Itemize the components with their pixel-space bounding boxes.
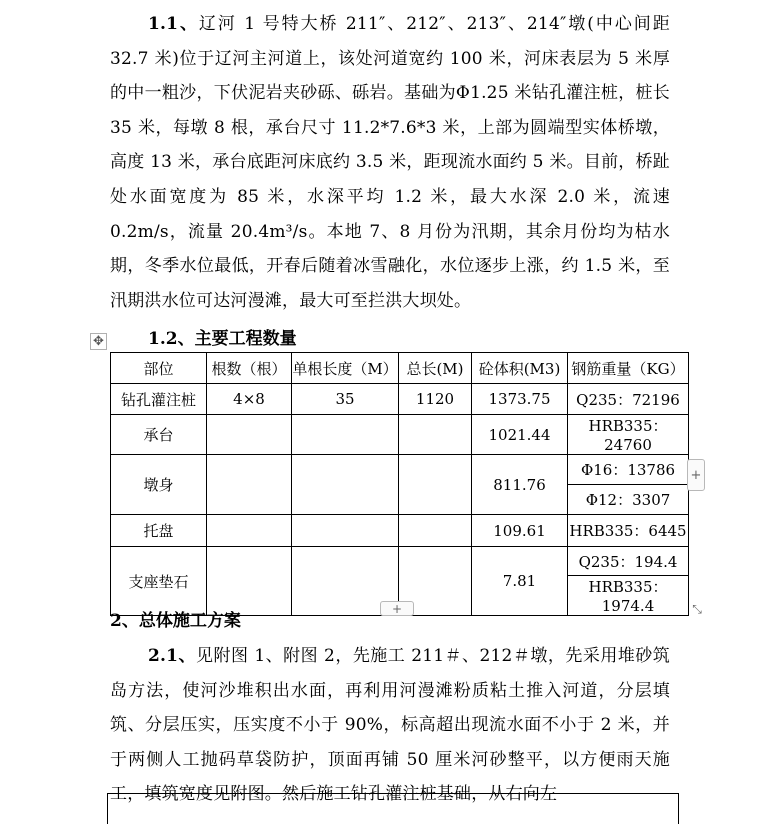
table-cell — [399, 415, 472, 455]
table-row — [111, 415, 689, 455]
table-cell: 7.81 — [472, 547, 568, 616]
table-cell: HRB335：24760 — [568, 415, 689, 455]
header-cell: 部位 — [111, 353, 207, 384]
header-cell: 砼体积(M3) — [472, 353, 568, 384]
table-cell: 1021.44 — [472, 415, 568, 455]
table-cell: 1120 — [399, 384, 472, 415]
table-row — [111, 547, 689, 576]
section-number-1-1: 1.1、 — [148, 14, 199, 34]
add-row-icon[interactable]: + — [380, 601, 414, 616]
table-cell: Q235：72196 — [568, 384, 689, 415]
table-cell: 承台 — [111, 415, 207, 455]
header-cell: 钢筋重量（KG） — [568, 353, 689, 384]
table-move-handle-icon[interactable]: ✥ — [90, 333, 107, 350]
paragraph-1-1 — [110, 7, 670, 318]
add-column-icon[interactable]: + — [687, 459, 705, 491]
table-cell — [207, 547, 292, 616]
table-row — [111, 455, 689, 485]
quantities-table — [110, 352, 689, 616]
paragraph-2-1-text: 见附图 1、附图 2，先施工 211＃、212＃墩，先采用堆砂筑岛方法，使河沙堆积出水面，再利用河漫滩粉质粘土推入河道，分层填筑、分层压实，压实度不小于 90%，标高超出现流水面不小于 2 米，并于两侧人工抛码草袋防护，顶面再铺 50 厘米河砂整平，以方便雨天施工，填筑宽度见附图。然后施工钻孔灌注桩基础，从右向左 — [110, 646, 670, 805]
table-cell: Φ12：3307 — [568, 485, 689, 515]
table-cell: 811.76 — [472, 455, 568, 515]
header-cell: 根数（根） — [207, 353, 292, 384]
table-cell: 109.61 — [472, 515, 568, 547]
heading-2: 2、总体施工方案 — [110, 611, 241, 631]
table-resize-icon[interactable]: ⤡ — [692, 601, 702, 616]
header-cell: 单根长度（M） — [292, 353, 399, 384]
section-number-2-1: 2.1、 — [148, 646, 196, 666]
table-cell: 35 — [292, 384, 399, 415]
table-cell — [292, 515, 399, 547]
table-cell: 托盘 — [111, 515, 207, 547]
table-cell: 1373.75 — [472, 384, 568, 415]
table-cell — [207, 515, 292, 547]
table-cell: 墩身 — [111, 455, 207, 515]
table-cell: HRB335：1974.4 — [568, 576, 689, 616]
table-cell — [399, 455, 472, 515]
table-cell — [399, 515, 472, 547]
table-cell: 钻孔灌注桩 — [111, 384, 207, 415]
table-cell — [292, 455, 399, 515]
heading-1-2: 1.2、主要工程数量 — [148, 329, 297, 349]
text-frame-border — [107, 793, 679, 824]
table-cell: 4×8 — [207, 384, 292, 415]
table-cell: 支座垫石 — [111, 547, 207, 616]
paragraph-2-1 — [110, 639, 670, 812]
table-cell — [292, 415, 399, 455]
table-row — [111, 515, 689, 547]
table-row — [111, 384, 689, 415]
table-cell — [207, 455, 292, 515]
table-cell: HRB335：6445 — [568, 515, 689, 547]
header-cell: 总长(M) — [399, 353, 472, 384]
table-cell — [207, 415, 292, 455]
table-cell: Φ16：13786 — [568, 455, 689, 485]
paragraph-1-1-text: 辽河 1 号特大桥 211″、212″、213″、214″墩(中心间距 32.7 米)位于辽河主河道上，该处河道宽约 100 米，河床表层为 5 米厚的中一粗沙，下伏泥岩夹砂砾、砾岩。基础为Φ1.25 米钻孔灌注桩，桩长 35 米，每墩 8 根，承台尺寸 11.2*7.6*3 米，上部为圆端型实体桥墩，高度 13 米，承台底距河床底约 3.5 米，距现流水面约 5 米。目前，桥趾处水面宽度为 85 米，水深平均 1.2 米，最大水深 2.0 米，流速 0.2m/s，流量 20.4m³/s。本地 7、8 月份为汛期，其余月份均为枯水期，冬季水位最低，开春后随着冰雪融化，水位逐步上涨，约 1.5 米，至汛期洪水位可达河漫滩，最大可至拦洪大坝处。 — [110, 14, 670, 311]
table-cell: Q235：194.4 — [568, 547, 689, 576]
table-header-row — [111, 353, 689, 384]
